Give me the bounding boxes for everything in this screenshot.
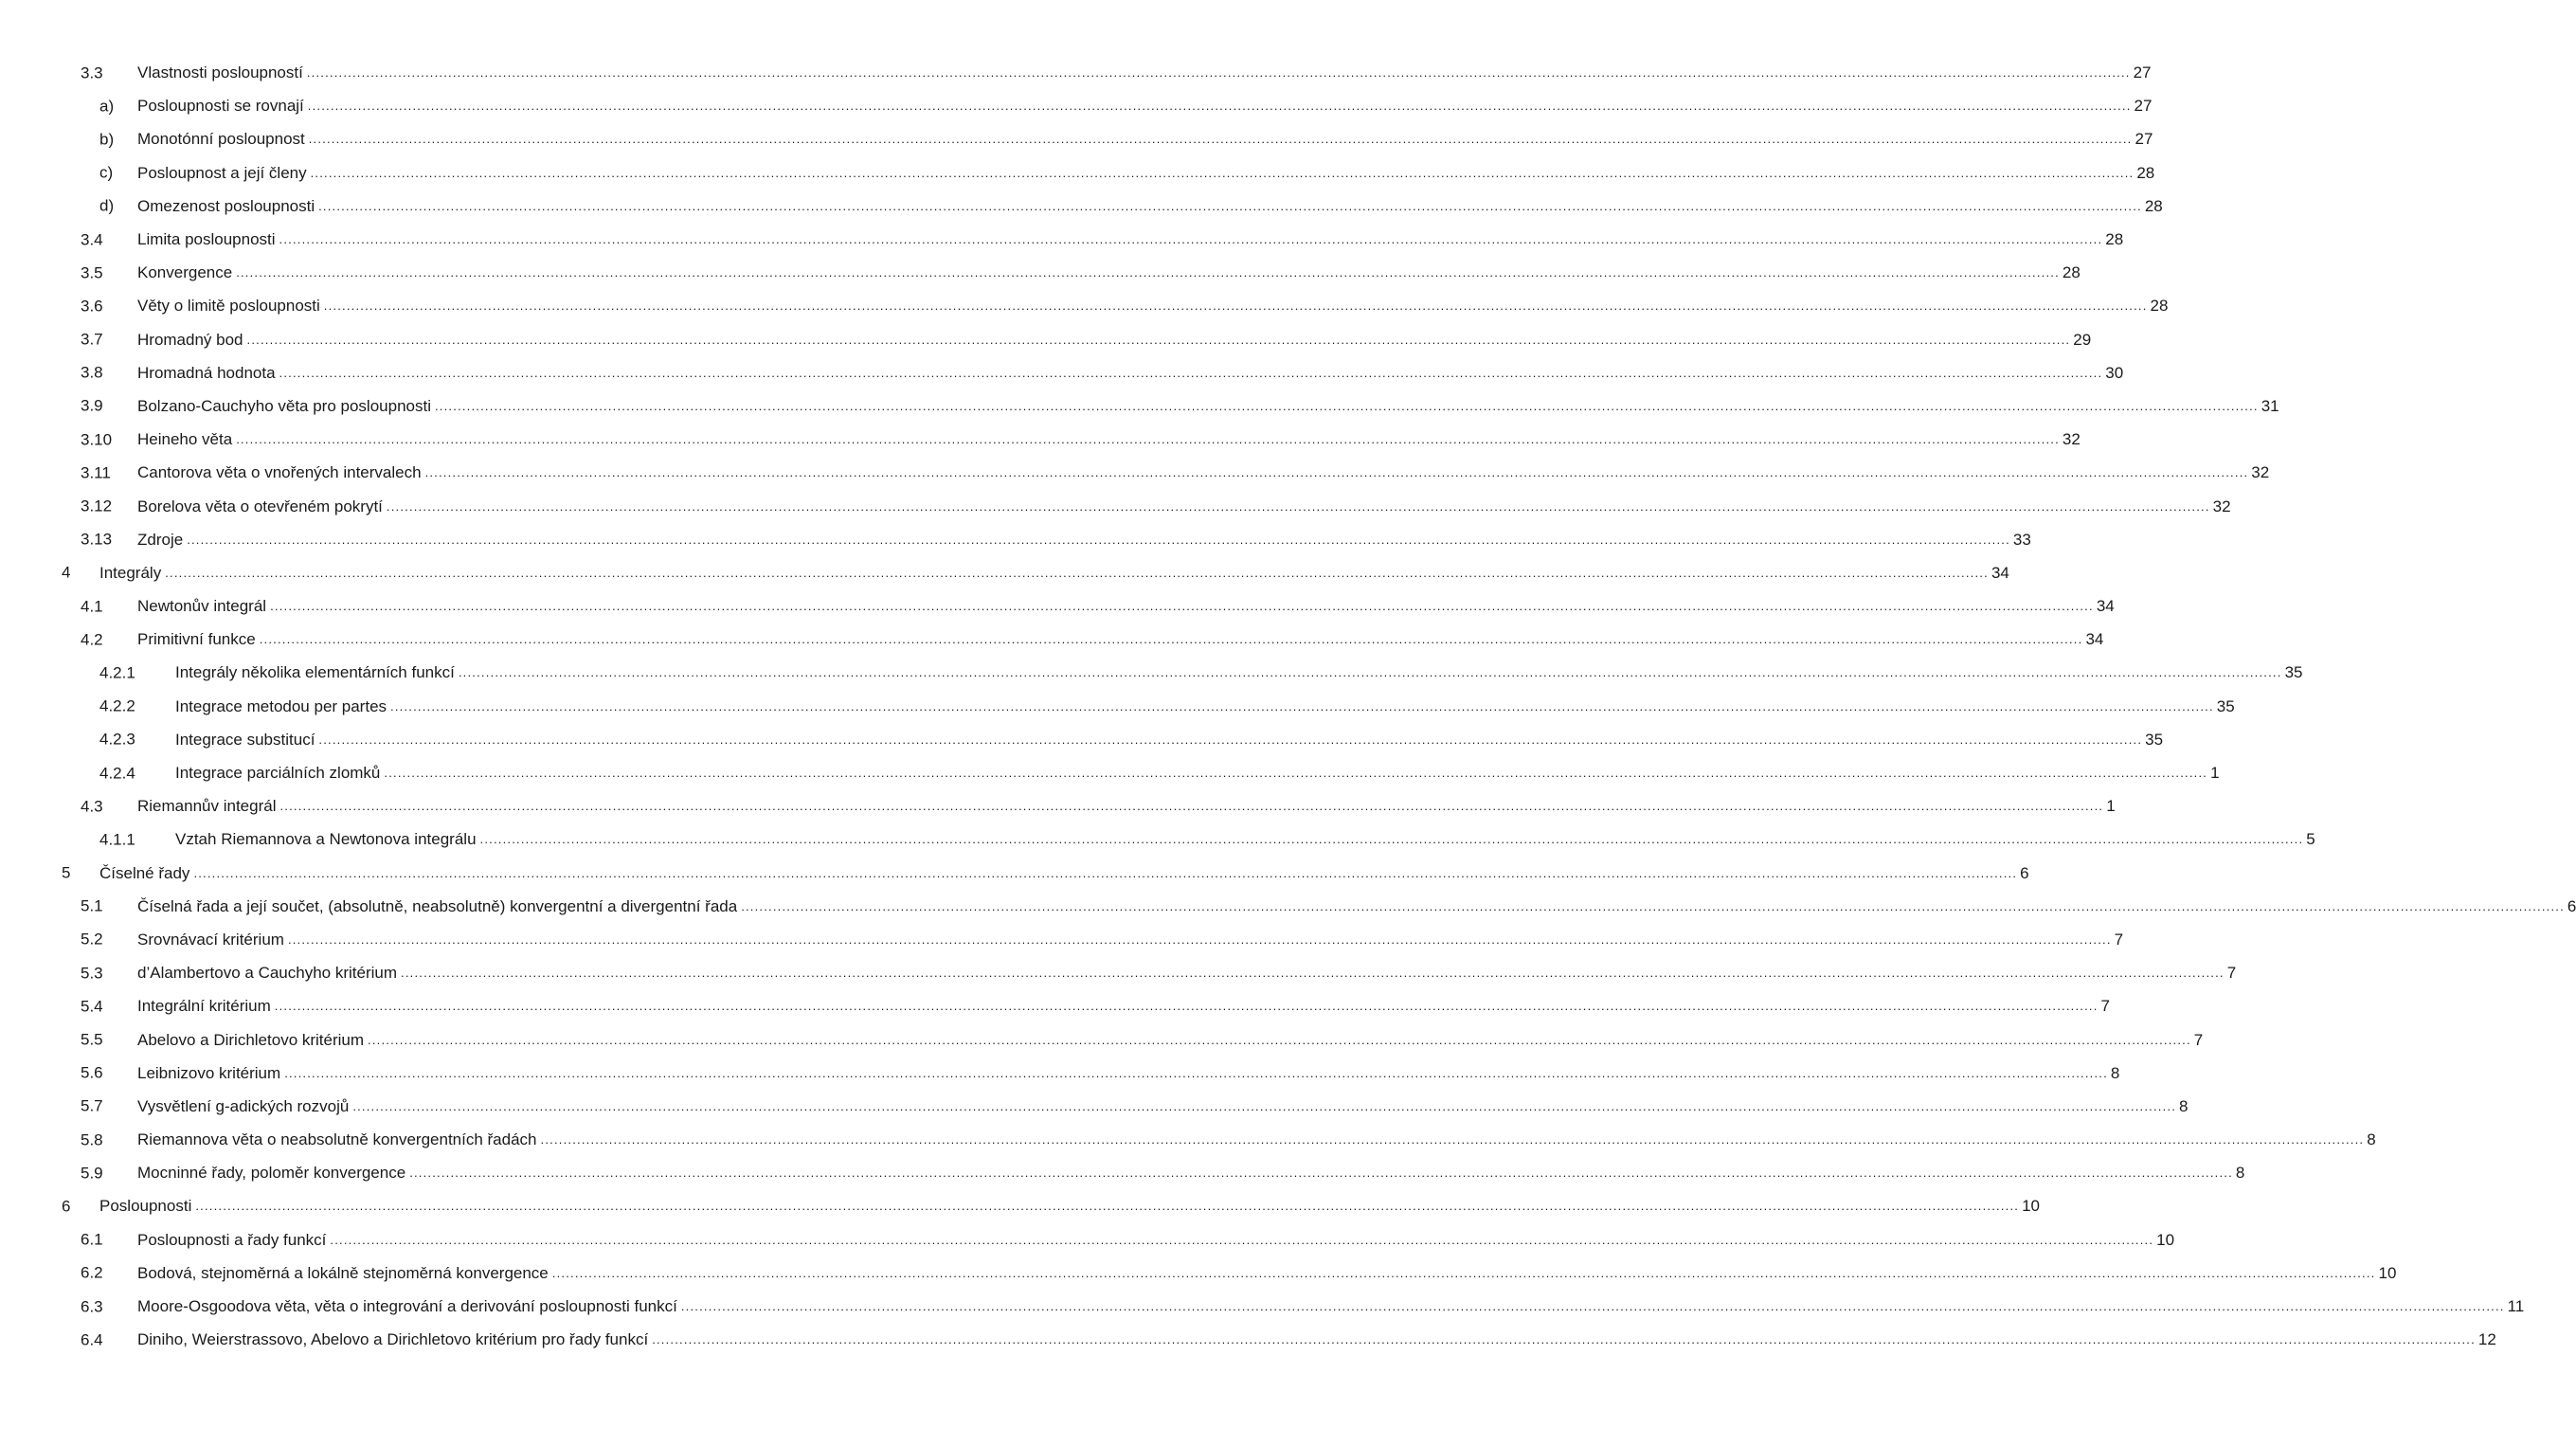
toc-entry-number: a)	[99, 97, 115, 116]
toc-entry[interactable]	[0, 623, 2104, 656]
dot-leader: ................................................................................................................................................................................................................................................................................................................................................................................................................	[318, 198, 2142, 213]
toc-entry-number: c)	[99, 163, 114, 182]
toc-entry-title[interactable]: Omezenost posloupnosti	[137, 196, 315, 215]
table-of-contents	[0, 56, 2576, 1356]
toc-entry-body	[137, 389, 2279, 423]
toc-entry-title[interactable]: Zdroje	[137, 530, 184, 549]
toc-entry-title[interactable]: Posloupnosti	[99, 1197, 192, 1216]
toc-entry-body	[137, 956, 2237, 989]
toc-entry-number: 5.4	[81, 997, 103, 1016]
toc-entry-page[interactable]: 28	[2105, 230, 2124, 249]
dot-leader: ................................................................................................................................................................................................................................................................................................................................................................................................................	[424, 465, 2249, 480]
dot-leader: ................................................................................................................................................................................................................................................................................................................................................................................................................	[187, 532, 2010, 547]
toc-entry-title[interactable]: Věty o limitě posloupnosti	[137, 297, 320, 316]
toc-entry[interactable]	[0, 1057, 2120, 1090]
toc-entry[interactable]	[0, 56, 2152, 89]
toc-entry-title[interactable]: Bolzano-Cauchyho věta pro posloupnosti	[137, 396, 431, 415]
toc-entry-number: 3.12	[81, 497, 113, 515]
dot-leader: ................................................................................................................................................................................................................................................................................................................................................................................................................	[741, 898, 2565, 913]
dot-leader: ................................................................................................................................................................................................................................................................................................................................................................................................................	[279, 799, 2104, 814]
toc-entry-number: 5.8	[81, 1130, 103, 1149]
toc-entry[interactable]	[0, 723, 2164, 756]
toc-entry-body	[137, 623, 2104, 656]
toc-entry-number: 5.2	[81, 930, 103, 949]
dot-leader: ................................................................................................................................................................................................................................................................................................................................................................................................................	[652, 1332, 2476, 1347]
toc-entry-title[interactable]: Leibnizovo kritérium	[137, 1063, 281, 1082]
toc-entry-number: 3.13	[81, 530, 113, 549]
toc-entry[interactable]	[0, 389, 2279, 423]
toc-entry[interactable]	[0, 956, 2237, 989]
toc-entry-body	[137, 1022, 2204, 1056]
toc-entry-body	[137, 923, 2124, 956]
toc-entry[interactable]	[0, 756, 2220, 789]
toc-entry[interactable]	[0, 556, 2009, 589]
dot-leader: ................................................................................................................................................................................................................................................................................................................................................................................................................	[308, 132, 2133, 147]
toc-entry[interactable]	[0, 1323, 2496, 1356]
toc-entry-title[interactable]: Abelovo a Dirichletovo kritérium	[137, 1030, 365, 1049]
toc-entry-page[interactable]: 32	[2062, 430, 2081, 449]
toc-entry-title[interactable]: Integrály	[99, 563, 162, 582]
toc-entry-number: 4	[62, 563, 71, 582]
dot-leader: ................................................................................................................................................................................................................................................................................................................................................................................................................	[368, 1032, 2191, 1047]
toc-entry-body	[137, 1290, 2525, 1323]
toc-entry-number: 6.2	[81, 1263, 103, 1282]
toc-entry-title[interactable]: Integrály několika elementárních funkcí	[175, 663, 455, 682]
toc-entry-number: 4.2.3	[99, 730, 135, 749]
toc-entry-title[interactable]: Hromadný bod	[137, 330, 243, 349]
toc-entry[interactable]	[0, 423, 2081, 456]
toc-entry-number: 3.7	[81, 330, 103, 349]
toc-entry-page[interactable]: 30	[2105, 363, 2124, 382]
toc-entry-number: 4.1.1	[99, 830, 135, 849]
toc-entry-body	[137, 56, 2152, 89]
toc-entry-page[interactable]: 27	[2135, 130, 2153, 149]
toc-entry-title[interactable]: Číselné řady	[99, 863, 190, 882]
dot-leader: ................................................................................................................................................................................................................................................................................................................................................................................................................	[307, 99, 2132, 114]
toc-entry[interactable]	[0, 822, 2315, 856]
toc-entry-title[interactable]: Bodová, stejnoměrná a lokálně stejnoměrná konvergence	[137, 1263, 549, 1282]
toc-entry-page[interactable]: 1	[2106, 797, 2116, 816]
toc-entry[interactable]	[0, 156, 2155, 190]
toc-entry[interactable]	[0, 690, 2235, 723]
toc-entry-page[interactable]: 32	[2251, 463, 2270, 482]
toc-entry-body	[137, 323, 2092, 356]
toc-entry-body	[99, 556, 2009, 589]
toc-entry[interactable]	[0, 256, 2081, 289]
toc-entry-number: 4.2.2	[99, 696, 135, 715]
toc-entry-body	[137, 156, 2155, 190]
toc-entry-page[interactable]: 6	[2567, 896, 2576, 915]
toc-entry-body	[137, 489, 2231, 522]
toc-entry-page[interactable]: 8	[2179, 1096, 2189, 1115]
dot-leader: ................................................................................................................................................................................................................................................................................................................................................................................................................	[284, 1065, 2108, 1080]
toc-entry-page[interactable]: 35	[2145, 730, 2164, 749]
toc-entry-number: 3.3	[81, 63, 103, 82]
toc-entry-number: 4.1	[81, 597, 103, 616]
toc-entry[interactable]	[0, 489, 2231, 522]
toc-entry-body	[137, 423, 2081, 456]
toc-entry-body	[137, 89, 2153, 122]
toc-entry-body	[175, 690, 2235, 723]
toc-entry-number: 3.4	[81, 230, 103, 249]
toc-entry-title[interactable]: Integrace substitucí	[175, 730, 315, 749]
toc-entry[interactable]	[0, 857, 2029, 890]
toc-entry-number: 3.5	[81, 263, 103, 282]
toc-entry-number: 5.7	[81, 1096, 103, 1115]
toc-entry[interactable]	[0, 89, 2153, 122]
toc-entry-page[interactable]: 5	[2306, 830, 2315, 849]
toc-entry-page[interactable]: 1	[2210, 764, 2220, 783]
toc-entry-page[interactable]: 11	[2507, 1297, 2525, 1316]
dot-leader: ................................................................................................................................................................................................................................................................................................................................................................................................................	[318, 732, 2143, 747]
toc-entry-title[interactable]: Diniho, Weierstrassovo, Abelovo a Dirichletovo kritérium pro řady funkcí	[137, 1330, 649, 1349]
toc-entry-page[interactable]: 10	[2156, 1230, 2175, 1249]
toc-entry[interactable]	[0, 523, 2031, 556]
toc-entry-page[interactable]: 27	[2134, 97, 2153, 116]
toc-entry-number: 6	[62, 1197, 71, 1216]
toc-entry-body	[137, 1256, 2397, 1290]
toc-entry-page[interactable]: 28	[2144, 196, 2163, 215]
dot-leader: ................................................................................................................................................................................................................................................................................................................................................................................................................	[330, 1232, 2154, 1247]
toc-entry[interactable]	[0, 923, 2124, 956]
toc-entry-body	[175, 656, 2303, 689]
toc-entry-page[interactable]: 29	[2073, 330, 2092, 349]
toc-entry-title[interactable]: Posloupnost a její členy	[137, 163, 307, 182]
toc-entry-page[interactable]: 8	[2110, 1063, 2120, 1082]
toc-entry[interactable]	[0, 890, 2576, 923]
toc-entry-body	[137, 523, 2031, 556]
toc-entry-title[interactable]: Riemannova věta o neabsolutně konvergentních řadách	[137, 1130, 537, 1149]
toc-entry-page[interactable]: 31	[2261, 396, 2279, 415]
toc-entry[interactable]	[0, 1156, 2245, 1189]
toc-entry-title[interactable]: Moore-Osgoodova věta, věta o integrování a derivování posloupnosti funkcí	[137, 1297, 677, 1316]
toc-entry-page[interactable]: 6	[2020, 863, 2029, 882]
dot-leader: ................................................................................................................................................................................................................................................................................................................................................................................................................	[270, 599, 2094, 614]
toc-entry[interactable]	[0, 789, 2116, 822]
toc-entry-number: 4.2.4	[99, 764, 135, 783]
toc-entry-page[interactable]: 33	[2012, 530, 2031, 549]
toc-entry-title[interactable]: Číselná řada a její součet, (absolutně, neabsolutně) konvergentní a divergentní řada	[137, 896, 738, 915]
dot-leader: ................................................................................................................................................................................................................................................................................................................................................................................................................	[384, 766, 2208, 781]
toc-entry-body	[137, 223, 2124, 256]
toc-entry-body	[137, 1057, 2120, 1090]
toc-entry-body	[137, 1156, 2245, 1189]
toc-entry-number: 4.3	[81, 797, 103, 816]
toc-entry-number: b)	[99, 130, 115, 149]
toc-entry-body	[137, 989, 2110, 1022]
toc-entry-number: 3.8	[81, 363, 103, 382]
toc-entry-body	[137, 1090, 2189, 1123]
toc-entry[interactable]	[0, 1223, 2175, 1256]
dot-leader: ................................................................................................................................................................................................................................................................................................................................................................................................................	[458, 665, 2282, 680]
toc-entry-body	[99, 1189, 2040, 1222]
toc-entry-title[interactable]: Integrální kritérium	[137, 997, 271, 1016]
toc-entry-body	[137, 122, 2153, 155]
toc-entry-title[interactable]: Primitivní funkce	[137, 630, 256, 649]
toc-entry-number: d)	[99, 196, 115, 215]
toc-entry-page[interactable]: 8	[2367, 1130, 2376, 1149]
toc-entry-body	[137, 890, 2576, 923]
toc-entry[interactable]	[0, 1189, 2040, 1222]
toc-entry-body	[175, 723, 2164, 756]
toc-entry[interactable]	[0, 589, 2115, 623]
toc-entry-number: 4.2	[81, 630, 103, 649]
toc-entry-number: 5.3	[81, 964, 103, 983]
dot-leader: ................................................................................................................................................................................................................................................................................................................................................................................................................	[246, 332, 2071, 347]
toc-entry-body	[137, 1123, 2376, 1156]
toc-entry-number: 3.9	[81, 396, 103, 415]
toc-entry-page[interactable]: 27	[2133, 63, 2152, 82]
toc-entry-page[interactable]: 7	[2100, 997, 2110, 1016]
toc-entry-number: 5.6	[81, 1063, 103, 1082]
dot-leader: ................................................................................................................................................................................................................................................................................................................................................................................................................	[274, 999, 2099, 1014]
toc-entry-page[interactable]: 10	[2022, 1197, 2040, 1216]
dot-leader: ................................................................................................................................................................................................................................................................................................................................................................................................................	[680, 1299, 2505, 1314]
toc-entry-page[interactable]: 8	[2235, 1164, 2245, 1183]
toc-entry-page[interactable]: 12	[2477, 1330, 2496, 1349]
toc-entry-page[interactable]: 34	[1991, 563, 2009, 582]
toc-entry-page[interactable]: 28	[2136, 163, 2155, 182]
toc-entry-body	[137, 456, 2270, 489]
toc-entry-body	[137, 789, 2116, 822]
toc-entry-number: 5.5	[81, 1030, 103, 1049]
toc-entry-title[interactable]: Posloupnosti a řady funkcí	[137, 1230, 327, 1249]
toc-entry-page[interactable]: 35	[2216, 696, 2235, 715]
toc-entry-title[interactable]: Integrace metodou per partes	[175, 696, 387, 715]
toc-entry[interactable]	[0, 356, 2124, 389]
toc-entry-title[interactable]: Posloupnosti se rovnají	[137, 97, 304, 116]
toc-entry-body	[137, 1223, 2175, 1256]
toc-entry-page[interactable]: 7	[2114, 930, 2124, 949]
dot-leader: ................................................................................................................................................................................................................................................................................................................................................................................................................	[306, 65, 2131, 81]
toc-entry-body	[137, 256, 2081, 289]
toc-entry-number: 3.11	[81, 463, 111, 482]
dot-leader: ................................................................................................................................................................................................................................................................................................................................................................................................................	[193, 865, 2018, 880]
toc-entry-title[interactable]: Vysvětlení g-adických rozvojů	[137, 1096, 350, 1115]
toc-entry-body	[99, 857, 2029, 890]
dot-leader: ................................................................................................................................................................................................................................................................................................................................................................................................................	[287, 931, 2112, 947]
toc-entry-title[interactable]: Monotónní posloupnost	[137, 130, 305, 149]
toc-entry[interactable]	[0, 122, 2153, 155]
dot-leader: ................................................................................................................................................................................................................................................................................................................................................................................................................	[236, 432, 2060, 447]
dot-leader: ................................................................................................................................................................................................................................................................................................................................................................................................................	[401, 966, 2225, 981]
toc-entry-title[interactable]: Hromadná hodnota	[137, 363, 276, 382]
dot-leader: ................................................................................................................................................................................................................................................................................................................................................................................................................	[195, 1199, 2020, 1214]
toc-entry-number: 5.9	[81, 1164, 103, 1183]
toc-entry[interactable]	[0, 456, 2270, 489]
dot-leader: ................................................................................................................................................................................................................................................................................................................................................................................................................	[259, 632, 2083, 647]
toc-entry-title[interactable]: Heineho věta	[137, 430, 233, 449]
toc-entry-title[interactable]: Vlastnosti posloupností	[137, 63, 303, 82]
toc-entry[interactable]	[0, 1022, 2204, 1056]
dot-leader: ................................................................................................................................................................................................................................................................................................................................................................................................................	[551, 1265, 2376, 1280]
dot-leader: ................................................................................................................................................................................................................................................................................................................................................................................................................	[310, 165, 2135, 180]
toc-entry[interactable]	[0, 989, 2110, 1022]
dot-leader: ................................................................................................................................................................................................................................................................................................................................................................................................................	[279, 232, 2103, 247]
toc-entry-body	[137, 356, 2124, 389]
toc-entry-title[interactable]: Cantorova věta o vnořených intervalech	[137, 463, 422, 482]
toc-entry-page[interactable]: 34	[2085, 630, 2104, 649]
dot-leader: ................................................................................................................................................................................................................................................................................................................................................................................................................	[236, 265, 2060, 280]
toc-entry-title[interactable]: Srovnávací kritérium	[137, 930, 284, 949]
toc-entry[interactable]	[0, 190, 2163, 223]
toc-entry-title[interactable]: Vztah Riemannova a Newtonova integrálu	[175, 830, 477, 849]
toc-entry[interactable]	[0, 1123, 2376, 1156]
toc-entry-page[interactable]: 10	[2378, 1263, 2397, 1282]
toc-entry-page[interactable]: 28	[2062, 263, 2081, 282]
toc-entry-page[interactable]: 34	[2096, 597, 2115, 616]
toc-entry-page[interactable]: 35	[2284, 663, 2303, 682]
toc-entry-body	[175, 756, 2220, 789]
dot-leader: ................................................................................................................................................................................................................................................................................................................................................................................................................	[434, 398, 2259, 413]
dot-leader: ................................................................................................................................................................................................................................................................................................................................................................................................................	[390, 698, 2214, 714]
toc-entry-number: 3.10	[81, 430, 113, 449]
toc-entry-title[interactable]: Newtonův integrál	[137, 597, 267, 616]
toc-entry-page[interactable]: 7	[2226, 964, 2237, 983]
toc-entry[interactable]	[0, 223, 2124, 256]
toc-entry-title[interactable]: Riemannův integrál	[137, 797, 277, 816]
toc-entry[interactable]	[0, 323, 2092, 356]
toc-entry-page[interactable]: 28	[2150, 297, 2169, 316]
toc-entry-title[interactable]: Mocninné řady, poloměr konvergence	[137, 1164, 406, 1183]
toc-entry-number: 5	[62, 863, 71, 882]
dot-leader: ................................................................................................................................................................................................................................................................................................................................................................................................................	[409, 1166, 2233, 1181]
dot-leader: ................................................................................................................................................................................................................................................................................................................................................................................................................	[165, 565, 1989, 580]
toc-entry[interactable]	[0, 656, 2303, 689]
toc-entry-body	[137, 1323, 2496, 1356]
dot-leader: ................................................................................................................................................................................................................................................................................................................................................................................................................	[386, 498, 2210, 514]
toc-entry-body	[137, 289, 2169, 322]
toc-entry[interactable]	[0, 1090, 2189, 1123]
toc-entry-title[interactable]: Konvergence	[137, 263, 233, 282]
dot-leader: ................................................................................................................................................................................................................................................................................................................................................................................................................	[323, 298, 2148, 314]
dot-leader: ................................................................................................................................................................................................................................................................................................................................................................................................................	[479, 832, 2304, 847]
toc-entry-title[interactable]: Integrace parciálních zlomků	[175, 764, 381, 783]
dot-leader: ................................................................................................................................................................................................................................................................................................................................................................................................................	[279, 365, 2103, 380]
toc-entry-number: 4.2.1	[99, 663, 135, 682]
toc-entry-title[interactable]: Borelova věta o otevřeném pokrytí	[137, 497, 383, 515]
toc-entry-number: 6.1	[81, 1230, 103, 1249]
toc-entry-number: 5.1	[81, 896, 103, 915]
toc-entry-body	[137, 190, 2163, 223]
toc-entry-page[interactable]: 7	[2193, 1030, 2204, 1049]
dot-leader: ................................................................................................................................................................................................................................................................................................................................................................................................................	[352, 1098, 2177, 1113]
toc-entry-number: 6.3	[81, 1297, 103, 1316]
toc-entry-number: 6.4	[81, 1330, 103, 1349]
toc-entry[interactable]	[0, 289, 2169, 322]
toc-entry-body	[175, 822, 2315, 856]
toc-entry-title[interactable]: Limita posloupnosti	[137, 230, 276, 249]
toc-entry-page[interactable]: 32	[2212, 497, 2231, 515]
toc-entry[interactable]	[0, 1256, 2397, 1290]
toc-entry-number: 3.6	[81, 297, 103, 316]
toc-entry-body	[137, 589, 2115, 623]
toc-entry[interactable]	[0, 1290, 2525, 1323]
dot-leader: ................................................................................................................................................................................................................................................................................................................................................................................................................	[540, 1132, 2365, 1148]
toc-entry-title[interactable]: d’Alambertovo a Cauchyho kritérium	[137, 964, 398, 983]
